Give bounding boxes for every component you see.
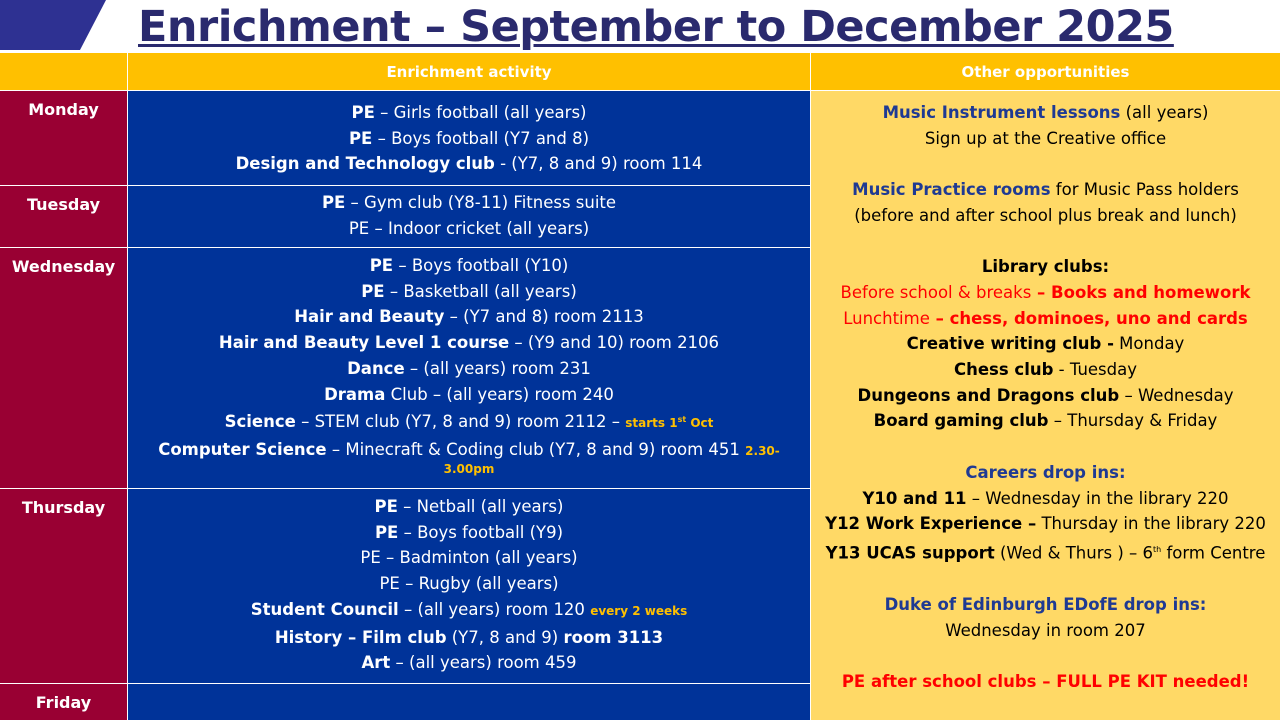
- activity-row: PE – Rugby (all years): [379, 574, 559, 594]
- dnd-club: Dungeons and Dragons club – Wednesday: [857, 385, 1234, 405]
- dofe-title: Duke of Edinburgh EDofE drop ins:: [884, 594, 1207, 614]
- header-blank-cell: [0, 53, 128, 90]
- activity-row: Computer Science – Minecraft & Coding club (Y7, 8 and 9) room 451 2.30-: [158, 439, 780, 459]
- careers-y10-11: Y10 and 11 – Wednesday in the library 220: [862, 488, 1229, 508]
- activity-row: PE – Boys football (Y7 and 8): [348, 128, 590, 148]
- activities-thursday: [128, 489, 811, 684]
- chess-club: Chess club - Tuesday: [953, 360, 1137, 379]
- activity-row: PE – Boys football (Y10): [369, 256, 569, 275]
- activity-row: PE – Badminton (all years): [360, 548, 578, 568]
- corner-decoration: [0, 0, 108, 52]
- dofe-when: Wednesday in room 207: [945, 620, 1146, 640]
- activity-row: Student Council – (all years) room 120 every 2 weeks: [250, 599, 688, 619]
- activities-wednesday: [128, 248, 811, 489]
- activity-row: History – Film club (Y7, 8 and 9) room 3113: [274, 627, 664, 647]
- board-gaming-club: Board gaming club – Thursday & Friday: [873, 411, 1218, 431]
- day-monday: Monday: [0, 91, 128, 186]
- careers-y13: Y13 UCAS support (Wed & Thurs ) – 6th form Centre: [825, 543, 1266, 563]
- time-note: 2.30-: [745, 443, 780, 458]
- start-date-note: starts 1st Oct: [625, 415, 714, 431]
- activity-row: PE – Basketball (all years): [361, 281, 577, 301]
- activity-row: Drama Club – (all years) room 240: [324, 384, 614, 404]
- activity-row: Science – STEM club (Y7, 8 and 9) room 2112 – starts 1st Oct: [224, 412, 714, 432]
- activity-row: Hair and Beauty – (Y7 and 8) room 2113: [294, 307, 644, 327]
- library-lunchtime: Lunchtime – chess, dominoes, uno and cards: [843, 308, 1248, 328]
- day-friday: Friday: [0, 684, 128, 720]
- creative-writing-club: Creative writing club - Monday: [906, 334, 1185, 354]
- music-lessons: Music Instrument lessons (all years): [882, 103, 1209, 122]
- activity-row: PE – Boys football (Y9): [374, 522, 564, 542]
- time-note-continued: 3.00pm: [443, 461, 495, 476]
- activity-row: PE – Netball (all years): [374, 497, 564, 516]
- activities-monday: [128, 91, 811, 186]
- activity-row: Dance – (all years) room 231: [347, 358, 591, 378]
- activity-row: PE – Gym club (Y8-11) Fitness suite: [321, 193, 617, 212]
- music-lessons-signup: Sign up at the Creative office: [924, 128, 1167, 148]
- library-clubs-title: Library clubs:: [981, 257, 1110, 277]
- pe-kit-note: PE after school clubs – FULL PE KIT needed!: [841, 671, 1250, 691]
- header-enrichment-activity: Enrichment activity: [128, 53, 811, 90]
- activity-row: PE – Indoor cricket (all years): [348, 218, 590, 238]
- activities-friday: [128, 684, 811, 720]
- activity-row: PE – Girls football (all years): [351, 103, 587, 122]
- header-other-opportunities: Other opportunities: [811, 53, 1280, 90]
- activities-tuesday: [128, 186, 811, 248]
- page-title: Enrichment – September to December 2025: [138, 2, 1174, 52]
- careers-title: Careers drop ins:: [965, 462, 1126, 482]
- library-before-school: Before school & breaks – Books and homework: [840, 282, 1251, 302]
- careers-y12: Y12 Work Experience – Thursday in the library 220: [825, 514, 1266, 534]
- music-practice-times: (before and after school plus break and lunch): [854, 205, 1237, 225]
- day-wednesday: Wednesday: [0, 248, 128, 489]
- music-practice: Music Practice rooms for Music Pass holders: [852, 180, 1239, 200]
- day-tuesday: Tuesday: [0, 186, 128, 248]
- activity-row: Art – (all years) room 459: [361, 653, 577, 673]
- activity-row: Design and Technology club - (Y7, 8 and 9) room 114: [235, 154, 703, 174]
- activity-row: Hair and Beauty Level 1 course – (Y9 and 10) room 2106: [218, 333, 720, 353]
- other-opportunities-panel: [811, 91, 1280, 720]
- frequency-note: every 2 weeks: [590, 603, 688, 618]
- day-thursday: Thursday: [0, 489, 128, 684]
